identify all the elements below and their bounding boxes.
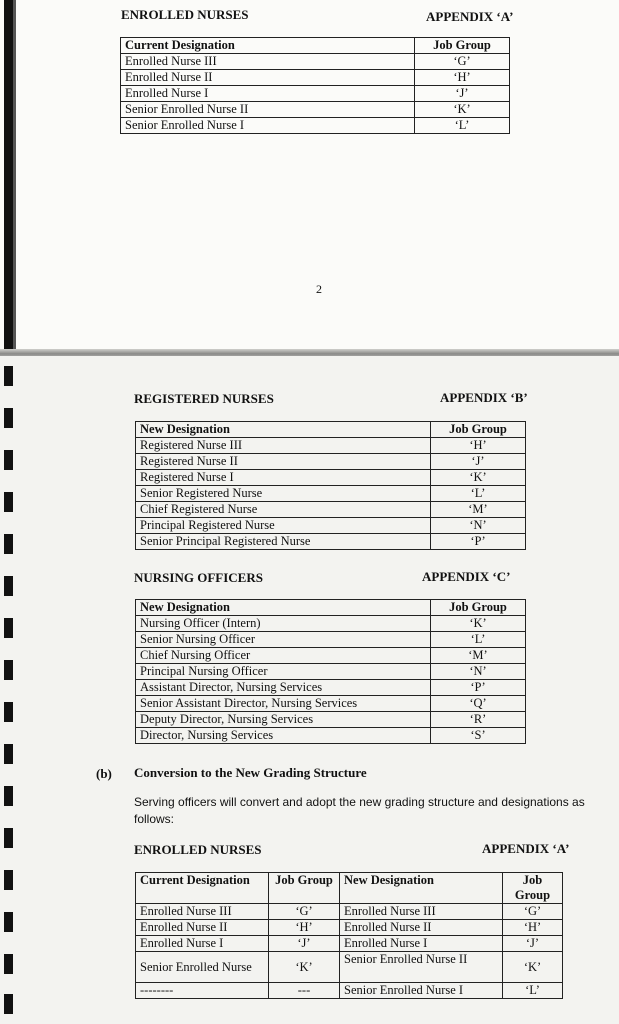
table-cell: ‘N’ xyxy=(431,518,526,534)
table-cell: ‘L’ xyxy=(431,486,526,502)
table-row xyxy=(136,470,526,486)
table-cell: Nursing Officer (Intern) xyxy=(136,616,431,632)
table-cell: Registered Nurse I xyxy=(136,470,431,486)
table-cell: Enrolled Nurse II xyxy=(136,920,269,936)
table-cell: Director, Nursing Services xyxy=(136,728,431,744)
table-row xyxy=(136,983,563,999)
section-label: (b) xyxy=(96,766,112,781)
body-paragraph: Serving officers will convert and adopt the new grading structure and designations as follows: xyxy=(134,795,585,826)
appendix-label: APPENDIX ‘A’ xyxy=(482,841,570,856)
column-header: New Designation xyxy=(136,422,431,438)
table-cell: ‘P’ xyxy=(431,534,526,550)
column-header: Job Group xyxy=(431,600,526,616)
table-cell: ‘G’ xyxy=(503,904,563,920)
table-cell: Principal Nursing Officer xyxy=(136,664,431,680)
table-row xyxy=(136,712,526,728)
column-header: New Designation xyxy=(340,873,503,904)
table-cell: Chief Registered Nurse xyxy=(136,502,431,518)
table-row xyxy=(121,118,510,134)
table-row xyxy=(136,952,563,983)
section-heading: ENROLLED NURSES xyxy=(121,7,249,22)
table-cell: ‘R’ xyxy=(431,712,526,728)
appendix-label: APPENDIX ‘A’ xyxy=(426,9,514,24)
table-cell: ‘P’ xyxy=(431,680,526,696)
table-cell: ‘M’ xyxy=(431,502,526,518)
table-cell: Senior Enrolled Nurse II xyxy=(121,102,415,118)
table-cell: ‘G’ xyxy=(415,54,510,70)
section-title: Conversion to the New Grading Structure xyxy=(134,765,367,780)
table-row xyxy=(136,518,526,534)
column-header: Job Group xyxy=(415,38,510,54)
section-heading: NURSING OFFICERS xyxy=(134,570,263,585)
table-cell: Senior Enrolled Nurse II xyxy=(340,952,503,983)
column-header: Job Group xyxy=(269,873,340,904)
table-cell: ‘K’ xyxy=(431,470,526,486)
column-header: Job Group xyxy=(431,422,526,438)
spiral-binding xyxy=(4,366,14,1016)
table-cell: Registered Nurse III xyxy=(136,438,431,454)
table-row xyxy=(136,534,526,550)
table-cell: Senior Registered Nurse xyxy=(136,486,431,502)
table-cell: ‘L’ xyxy=(415,118,510,134)
table-row xyxy=(121,70,510,86)
table-cell: Enrolled Nurse III xyxy=(340,904,503,920)
table-cell: Senior Nursing Officer xyxy=(136,632,431,648)
table-cell: ‘H’ xyxy=(269,920,340,936)
document-page-1 xyxy=(0,0,619,353)
table-row xyxy=(136,904,563,920)
table-row xyxy=(136,632,526,648)
table-cell: ‘S’ xyxy=(431,728,526,744)
table-row xyxy=(136,648,526,664)
table-cell: Principal Registered Nurse xyxy=(136,518,431,534)
binding-edge xyxy=(4,0,13,350)
table-row xyxy=(136,454,526,470)
table-row xyxy=(136,438,526,454)
table-cell: Enrolled Nurse I xyxy=(340,936,503,952)
table-cell: ‘L’ xyxy=(503,983,563,999)
table-cell: Enrolled Nurse II xyxy=(121,70,415,86)
table-row xyxy=(136,616,526,632)
table-cell: Assistant Director, Nursing Services xyxy=(136,680,431,696)
table-row xyxy=(136,502,526,518)
table-cell: Chief Nursing Officer xyxy=(136,648,431,664)
table-row xyxy=(136,486,526,502)
table-cell: Enrolled Nurse II xyxy=(340,920,503,936)
table-row xyxy=(136,728,526,744)
nursing-officers-table xyxy=(135,599,526,744)
column-header: Job Group xyxy=(503,873,563,904)
table-cell: ‘K’ xyxy=(503,952,563,983)
table-row xyxy=(136,920,563,936)
table-cell: ‘M’ xyxy=(431,648,526,664)
table-cell: -------- xyxy=(136,983,269,999)
table-cell: ‘H’ xyxy=(431,438,526,454)
table-cell: ‘J’ xyxy=(503,936,563,952)
table-cell: ‘N’ xyxy=(431,664,526,680)
table-cell: ‘J’ xyxy=(415,86,510,102)
table-row xyxy=(121,102,510,118)
registered-nurses-table xyxy=(135,421,526,550)
table-row xyxy=(121,54,510,70)
table-cell: ‘H’ xyxy=(415,70,510,86)
table-row xyxy=(136,936,563,952)
table-cell: Senior Enrolled Nurse xyxy=(136,952,269,983)
table-row xyxy=(136,664,526,680)
table-row xyxy=(121,86,510,102)
column-header: Current Designation xyxy=(121,38,415,54)
table-cell: Deputy Director, Nursing Services xyxy=(136,712,431,728)
table-cell: ‘G’ xyxy=(269,904,340,920)
column-header: New Designation xyxy=(136,600,431,616)
table-cell: ‘H’ xyxy=(503,920,563,936)
appendix-label: APPENDIX ‘B’ xyxy=(440,390,528,405)
table-cell: Registered Nurse II xyxy=(136,454,431,470)
table-cell: ‘L’ xyxy=(431,632,526,648)
table-cell: ‘K’ xyxy=(431,616,526,632)
table-cell: Enrolled Nurse I xyxy=(121,86,415,102)
table-cell: --- xyxy=(269,983,340,999)
table-cell: Senior Principal Registered Nurse xyxy=(136,534,431,550)
table-row xyxy=(136,696,526,712)
appendix-label: APPENDIX ‘C’ xyxy=(422,569,511,584)
table-cell: ‘K’ xyxy=(415,102,510,118)
table-cell: Enrolled Nurse III xyxy=(136,904,269,920)
table-cell: ‘K’ xyxy=(269,952,340,983)
table-row xyxy=(136,680,526,696)
enrolled-nurses-table xyxy=(120,37,510,134)
table-cell: ‘J’ xyxy=(431,454,526,470)
table-cell: ‘Q’ xyxy=(431,696,526,712)
table-cell: Enrolled Nurse I xyxy=(136,936,269,952)
table-cell: Senior Enrolled Nurse I xyxy=(340,983,503,999)
section-heading: REGISTERED NURSES xyxy=(134,391,274,406)
page-number: 2 xyxy=(316,282,322,296)
table-cell: Enrolled Nurse III xyxy=(121,54,415,70)
table-cell: Senior Enrolled Nurse I xyxy=(121,118,415,134)
section-heading: ENROLLED NURSES xyxy=(134,842,262,857)
enrolled-conversion-table xyxy=(135,872,563,999)
table-cell: ‘J’ xyxy=(269,936,340,952)
column-header: Current Designation xyxy=(136,873,269,904)
table-cell: Senior Assistant Director, Nursing Services xyxy=(136,696,431,712)
